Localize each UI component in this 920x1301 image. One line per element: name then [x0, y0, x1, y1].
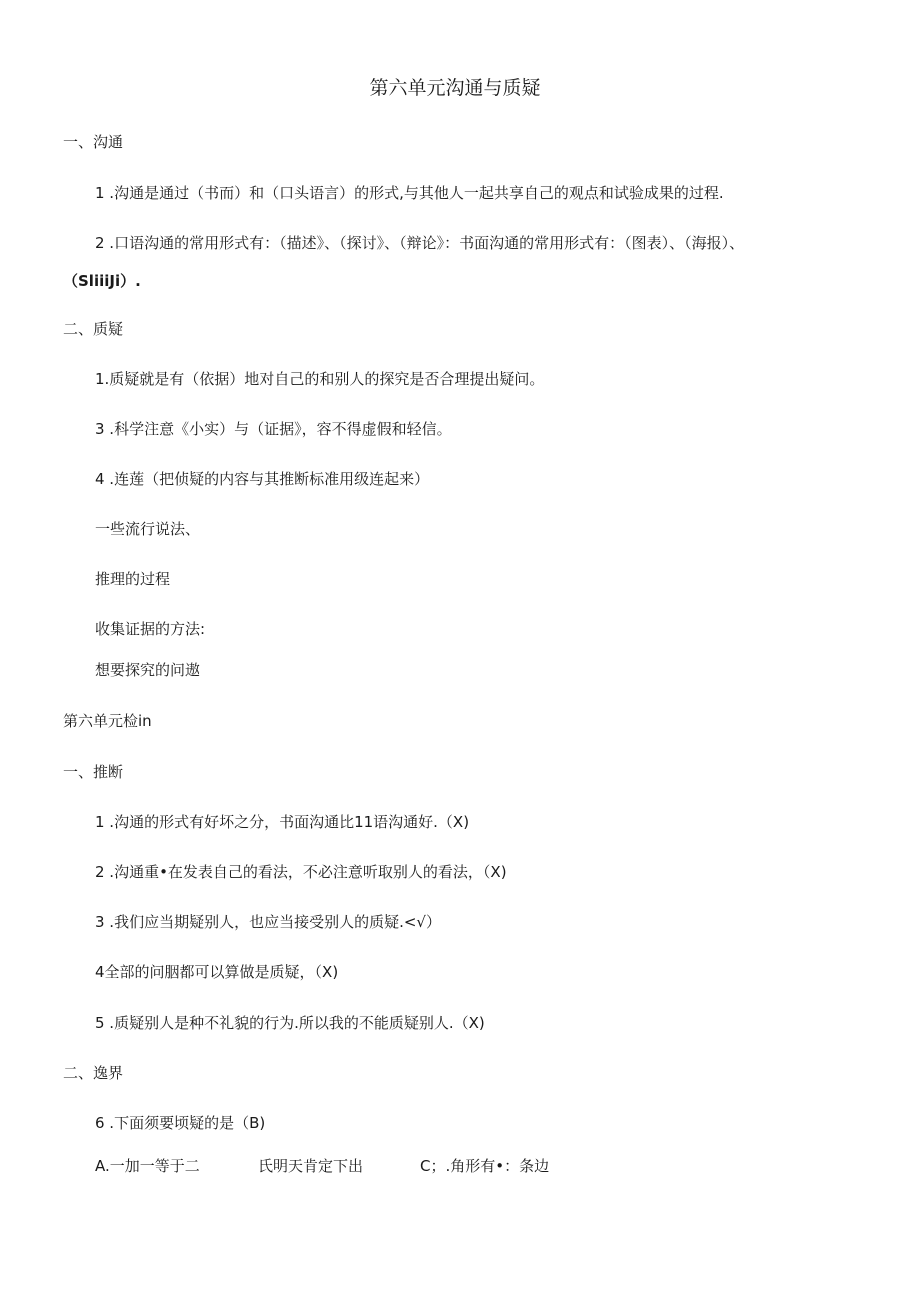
paragraph-communication-2-continued: （SliiiJi）.	[63, 272, 141, 290]
judgement-item: 1 .沟通的形式有好坏之分，书面沟通比11语沟通好.（X)	[95, 813, 470, 831]
paragraph-questioning-3: 3 .科学注意《小实）与（证据》，容不得虚假和轻信。	[95, 420, 452, 438]
page-title: 第六单元沟通与质疑	[369, 77, 541, 99]
list-item: 一些流行说法、	[95, 520, 201, 538]
list-item: 推理的过程	[95, 570, 171, 588]
paragraph-questioning-4: 4 .连莲（把侦疑的内容与其推断标准用级连起来）	[95, 470, 430, 488]
judgement-item: 5 .质疑别人是种不礼貌的行为.所以我的不能质疑别人.（X)	[95, 1014, 485, 1032]
option-b: 氏明天肯定下出	[258, 1157, 364, 1175]
list-item: 想要探究的问遨	[95, 661, 201, 679]
section-heading-communication: 一、沟通	[63, 133, 124, 151]
paragraph-communication-2: 2 .口语沟通的常用形式有：（描述》、（探讨》、（辩论》：书面沟通的常用形式有：（图表）、（海报）、	[95, 234, 745, 252]
list-item: 收集证据的方法:	[95, 620, 206, 638]
judgement-item: 2 .沟通重•在发表自己的看法，不必注意听取别人的看法，（X)	[95, 863, 507, 881]
section-heading-judgement: 一、推断	[63, 763, 124, 781]
judgement-item: 3 .我们应当期疑别人，也应当接受别人的质疑.<√）	[95, 913, 441, 931]
judgement-item: 4全部的问胭都可以算做是质疑，（X)	[95, 963, 339, 981]
section-heading-choice: 二、逸界	[63, 1064, 124, 1082]
section-heading-questioning: 二、质疑	[63, 320, 124, 338]
paragraph-questioning-1: 1.质疑就是有（依据）地对自己的和别人的探究是否合理提出疑问。	[95, 370, 545, 388]
question-6: 6 .下面须要顷疑的是（B)	[95, 1114, 266, 1132]
option-c: C；.角形有•：条边	[420, 1157, 550, 1175]
test-heading: 第六单元检in	[63, 712, 152, 730]
paragraph-communication-1: 1 .沟通是通过（书而）和（口头语言）的形式,与其他人一起共享自己的观点和试验成果的过程.	[95, 184, 724, 202]
option-a: A.一加一等于二	[95, 1157, 200, 1175]
